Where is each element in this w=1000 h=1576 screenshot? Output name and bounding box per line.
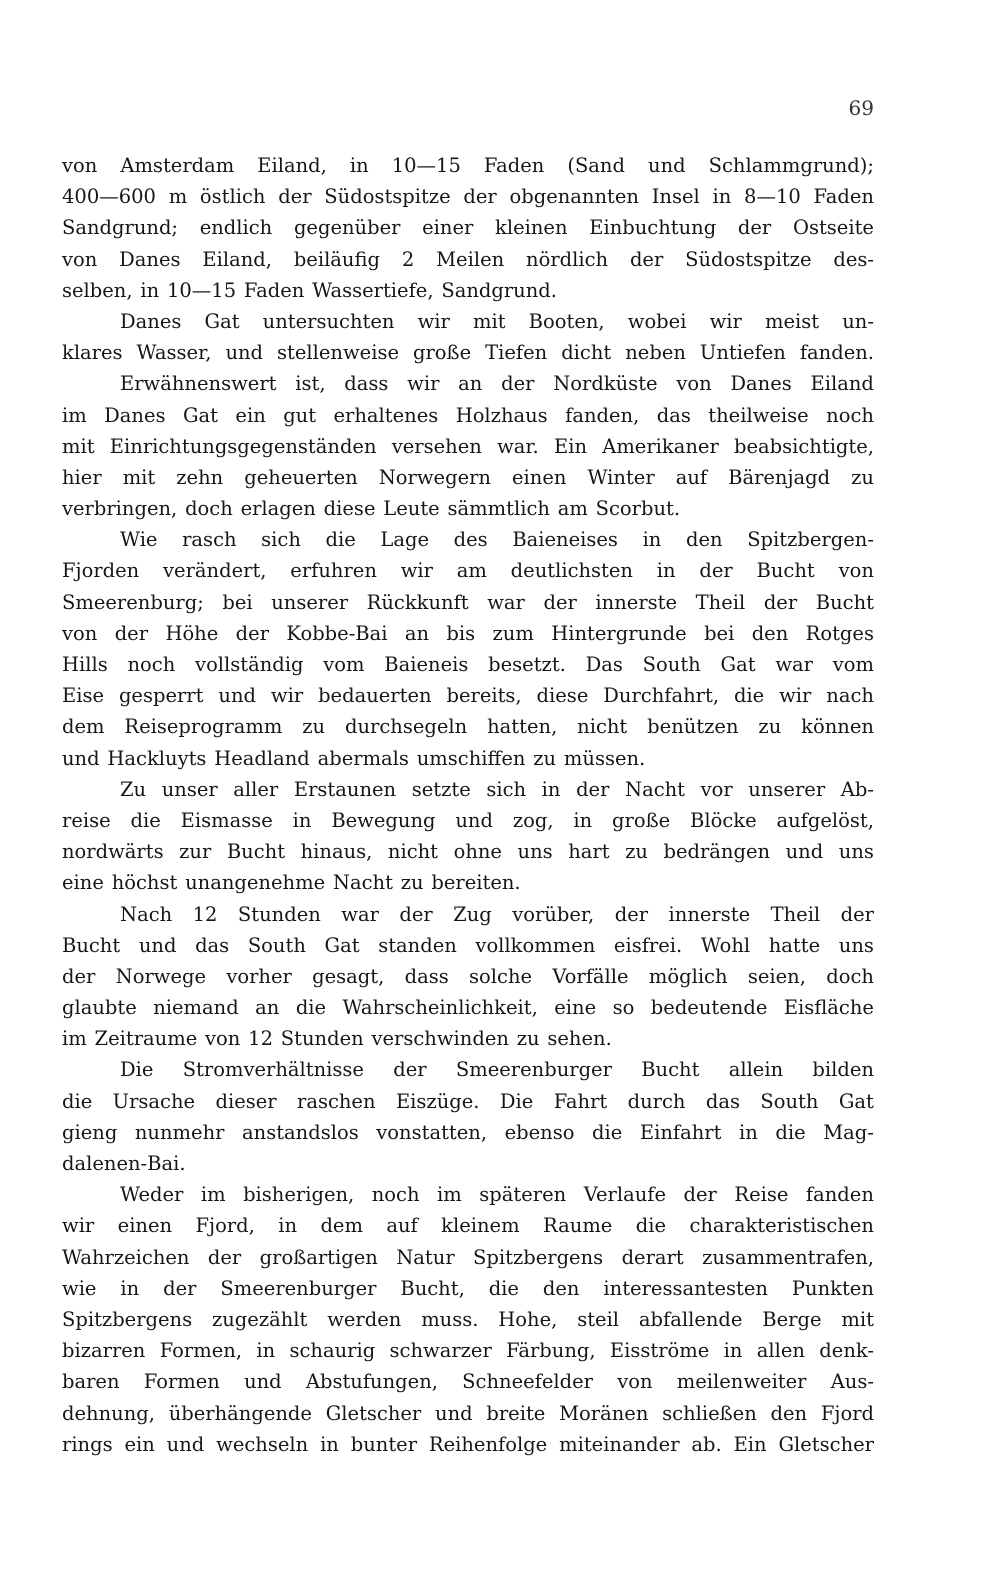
text-line: bizarren Formen, in schaurig schwarzer Färbung, Eisströme in allen denk- bbox=[62, 1339, 874, 1363]
text-line: verbringen, doch erlagen diese Leute sämmtlich am Scorbut. bbox=[62, 497, 681, 521]
text-line: dalenen-Bai. bbox=[62, 1152, 186, 1175]
text-line: nordwärts zur Bucht hinaus, nicht ohne uns hart zu bedrängen und uns bbox=[62, 840, 874, 864]
text-line: im Danes Gat ein gut erhaltenes Holzhaus fanden, das theilweise noch bbox=[62, 403, 874, 427]
text-line: Weder im bisherigen, noch im späteren Verlaufe der Reise fanden bbox=[120, 1183, 874, 1207]
text-line: dem Reiseprogramm zu durchsegeln hatten, nicht benützen zu können bbox=[62, 715, 874, 739]
text-line: Die Stromverhältnisse der Smeerenburger Bucht allein bilden bbox=[120, 1058, 874, 1082]
text-line: wir einen Fjord, in dem auf kleinem Raume die charakteristischen bbox=[62, 1214, 874, 1238]
text-line: hier mit zehn geheuerten Norwegern einen Winter auf Bärenjagd zu bbox=[62, 465, 874, 489]
text-line: reise die Eismasse in Bewegung und zog, in große Blöcke aufgelöst, bbox=[62, 808, 874, 832]
text-line: Eise gesperrt und wir bedauerten bereits, diese Durchfahrt, die wir nach bbox=[62, 684, 874, 708]
text-line: von der Höhe der Kobbe-Bai an bis zum Hintergrunde bei den Rotges bbox=[62, 621, 874, 645]
text-line: selben, in 10—15 Faden Wassertiefe, Sandgrund. bbox=[62, 278, 557, 302]
text-line: von Amsterdam Eiland, in 10—15 Faden (Sand und Schlammgrund); bbox=[62, 154, 874, 177]
text-line: Danes Gat untersuchten wir mit Booten, wobei wir meist un- bbox=[120, 309, 874, 333]
text-line: mit Einrichtungsgegenständen versehen war. Ein Amerikaner beabsichtigte, bbox=[62, 434, 874, 458]
text-line: von Danes Eiland, beiläufig 2 Meilen nördlich der Südostspitze des- bbox=[62, 247, 874, 271]
text-line: Spitzbergens zugezählt werden muss. Hohe, steil abfallende Berge mit bbox=[62, 1307, 874, 1331]
text-line: wie in der Smeerenburger Bucht, die den interessantesten Punkten bbox=[62, 1276, 874, 1300]
text-line: Wahrzeichen der großartigen Natur Spitzbergens derart zusammentrafen, bbox=[62, 1245, 874, 1269]
text-line: rings ein und wechseln in bunter Reihenfolge miteinander ab. Ein Gletscher bbox=[62, 1432, 874, 1456]
text-line: Erwähnenswert ist, dass wir an der Nordküste von Danes Eiland bbox=[120, 372, 874, 396]
text-line: im Zeitraume von 12 Stunden verschwinden zu sehen. bbox=[62, 1027, 612, 1051]
text-line: baren Formen und Abstufungen, Schneefelder von meilenweiter Aus- bbox=[62, 1370, 874, 1394]
text-line: eine höchst unangenehme Nacht zu bereiten. bbox=[62, 871, 521, 895]
text-line: Smeerenburg; bei unserer Rückkunft war der innerste Theil der Bucht bbox=[62, 590, 874, 614]
text-line: gieng nunmehr anstandslos vonstatten, ebenso die Einfahrt in die Mag- bbox=[62, 1120, 874, 1144]
text-line: glaubte niemand an die Wahrscheinlichkeit, eine so bedeutende Eisfläche bbox=[62, 996, 874, 1020]
text-line: Wie rasch sich die Lage des Baieneises in den Spitzbergen- bbox=[120, 528, 874, 552]
text-line: dehnung, überhängende Gletscher und breite Moränen schließen den Fjord bbox=[62, 1401, 874, 1425]
text-line: die Ursache dieser raschen Eiszüge. Die Fahrt durch das South Gat bbox=[62, 1089, 874, 1113]
text-line: der Norwege vorher gesagt, dass solche Vorfälle möglich seien, doch bbox=[62, 964, 874, 988]
text-line: 400—600 m östlich der Südostspitze der obgenannten Insel in 8—10 Faden bbox=[62, 185, 874, 209]
text-line: Fjorden verändert, erfuhren wir am deutlichsten in der Bucht von bbox=[62, 559, 874, 583]
text-line: Bucht und das South Gat standen vollkommen eisfrei. Wohl hatte uns bbox=[62, 933, 874, 957]
text-line: Hills noch vollständig vom Baieneis besetzt. Das South Gat war vom bbox=[62, 653, 874, 676]
text-line: Sandgrund; endlich gegenüber einer kleinen Einbuchtung der Ostseite bbox=[62, 216, 874, 240]
text-line: Zu unser aller Erstaunen setzte sich in der Nacht vor unserer Ab- bbox=[120, 777, 874, 801]
text-line: klares Wasser, und stellenweise große Tiefen dicht neben Untiefen fanden. bbox=[62, 341, 874, 365]
body-text bbox=[62, 150, 874, 1460]
text-line: und Hackluyts Headland abermals umschiffen zu müssen. bbox=[62, 746, 646, 770]
text-line: Nach 12 Stunden war der Zug vorüber, der innerste Theil der bbox=[120, 902, 874, 926]
page-number: 69 bbox=[848, 96, 874, 120]
